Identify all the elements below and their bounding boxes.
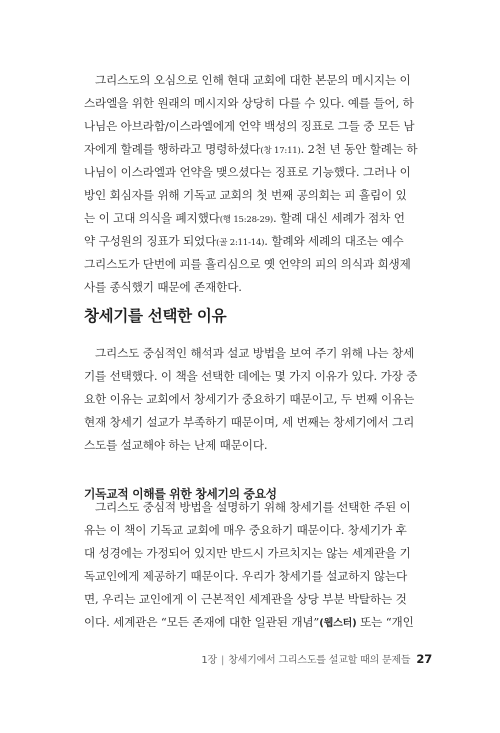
text-line: 사를 종식했기 때문에 존재한다. [84, 280, 242, 294]
text-line: 요한 이유는 교회에서 창세기가 중요하기 때문이고, 두 번째 이유는 [84, 392, 415, 406]
text-line: 그리스도의 오심으로 인해 현대 교회에 대한 본문의 메시지는 이 [95, 73, 411, 87]
text-line: 방인 회심자를 위해 기독교 교회의 첫 번째 공의회는 피 흘림이 있 [84, 188, 407, 202]
page-number: 27 [416, 652, 432, 666]
scripture-reference: (행 15:28-29) [219, 215, 274, 225]
text-segment: . 할례와 세례의 대조는 예수 [264, 234, 404, 248]
chapter-label: 1장 [201, 655, 218, 666]
text-line [84, 138, 432, 161]
text-segment: 이다. 세계관은 “모든 존재에 대한 일관된 개념” [84, 615, 320, 629]
text-segment: 또는 “개인 [360, 615, 414, 629]
text-line: 나님이 이스라엘과 언약을 맺으셨다는 징표로 기능했다. 그러나 이 [84, 165, 411, 179]
text-line: 현재 창세기 설교가 부족하기 때문이며, 세 번째는 창세기에서 그리 [84, 415, 415, 429]
paragraph-importance [84, 496, 432, 634]
text-line [84, 207, 432, 230]
text-line: 그리스도 중심적인 해석과 설교 방법을 보여 주기 위해 나는 창세 [95, 346, 415, 360]
subsection-heading: 기독교적 이해를 위한 창세기의 중요성 [84, 487, 277, 501]
text-segment: 는 이 고대 의식을 폐지했다 [84, 211, 220, 225]
text-line: 기를 선택했다. 이 책을 선택한 데에는 몇 가지 이유가 있다. 가장 중 [84, 369, 418, 383]
text-line: 독교인에게 제공하기 때문이다. 우리가 창세기를 설교하지 않는다 [84, 569, 408, 583]
text-line [84, 611, 432, 634]
text-line: 그리스도 중심적 방법을 설명하기 위해 창세기를 선택한 주된 이 [95, 500, 411, 514]
source-reference: (웹스터) [319, 618, 357, 629]
scripture-reference: (창 17:11) [260, 146, 301, 156]
paragraph-reasons [84, 342, 432, 457]
text-line: 면, 우리는 교인에게 이 근본적인 세계관을 상당 부분 박탈하는 것 [84, 592, 407, 606]
text-segment: . 할례 대신 세례가 점차 언 [273, 211, 405, 225]
section-heading: 창세기를 선택한 이유 [84, 307, 227, 325]
text-line: 스도를 설교해야 하는 난제 때문이다. [84, 438, 268, 452]
text-line: 대 성경에는 가정되어 있지만 반드시 가르치지는 않는 세계관을 기 [84, 546, 411, 560]
text-line [84, 230, 432, 253]
text-segment: 약 구성원의 징표가 되었다 [84, 234, 217, 248]
text-segment: . 2천 년 동안 할례는 하 [300, 142, 418, 156]
running-footer [201, 651, 432, 666]
text-line: 스라엘을 위한 원래의 메시지와 상당히 다를 수 있다. 예를 들어, 하 [84, 96, 414, 110]
text-line: 그리스도가 단번에 피를 흘리심으로 옛 언약의 피의 의식과 희생제 [84, 257, 411, 271]
text-line: 나님은 아브라함/이스라엘에게 언약 백성의 징표로 그들 중 모든 남 [84, 119, 415, 133]
chapter-title: 창세기에서 그리스도를 설교할 때의 문제들 [228, 655, 411, 666]
footer-separator: | [221, 655, 225, 666]
text-line: 유는 이 책이 기독교 교회에 매우 중요하기 때문이다. 창세기가 후 [84, 523, 407, 537]
text-segment: 자에게 할례를 행하라고 명령하셨다 [84, 142, 261, 156]
scripture-reference: (골 2:11-14) [216, 238, 265, 248]
paragraph-intro [84, 69, 432, 299]
